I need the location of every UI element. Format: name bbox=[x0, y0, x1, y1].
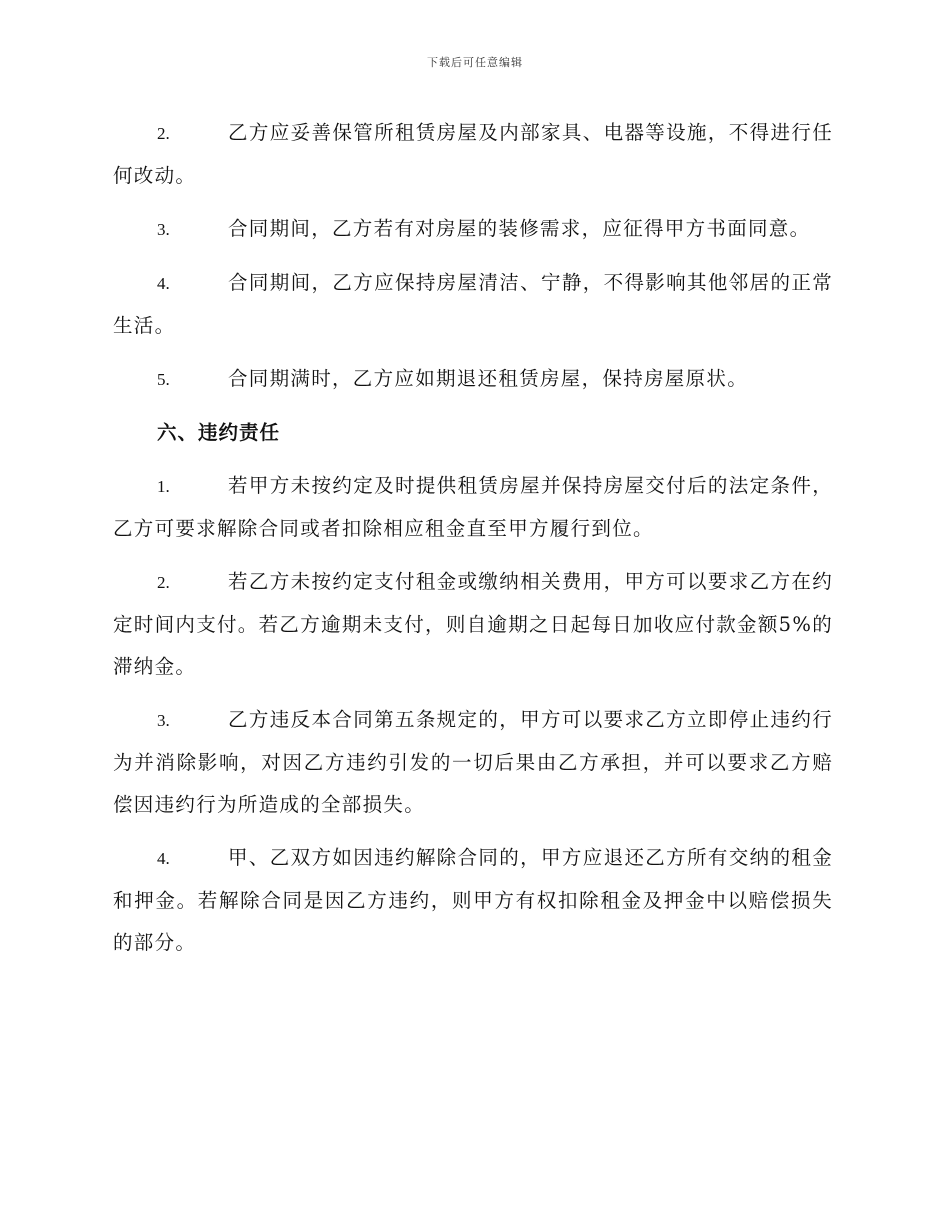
liability-clause-4 bbox=[113, 837, 833, 964]
clause-3 bbox=[113, 208, 833, 251]
liability-clause-2 bbox=[113, 561, 833, 688]
clause-number: 2. bbox=[157, 573, 170, 592]
clause-text: 乙方违反本合同第五条规定的，甲方可以要求乙方立即停止违约行为并消除影响，对因乙方违约引发的一切后果由乙方承担，并可以要求乙方赔偿因违约行为所造成的全部损失。 bbox=[113, 708, 833, 816]
liability-clause-1 bbox=[113, 465, 833, 550]
clause-number: 1. bbox=[157, 477, 170, 496]
clause-number: 3. bbox=[157, 220, 170, 239]
clause-number: 3. bbox=[157, 711, 170, 730]
clause-text: 合同期间，乙方应保持房屋清洁、宁静，不得影响其他邻居的正常生活。 bbox=[113, 271, 833, 337]
clause-4 bbox=[113, 262, 833, 347]
clause-text: 若甲方未按约定及时提供租赁房屋并保持房屋交付后的法定条件，乙方可要求解除合同或者扣除相应租金直至甲方履行到位。 bbox=[113, 474, 833, 540]
clause-text: 乙方应妥善保管所租赁房屋及内部家具、电器等设施，不得进行任何改动。 bbox=[113, 121, 833, 187]
clause-5 bbox=[113, 358, 833, 401]
clause-number: 5. bbox=[157, 370, 170, 389]
section-title: 六、违约责任 bbox=[157, 421, 281, 444]
clause-number: 2. bbox=[157, 124, 170, 143]
clause-number: 4. bbox=[157, 849, 170, 868]
clause-number: 4. bbox=[157, 274, 170, 293]
page-header: 下载后可任意编辑 bbox=[427, 56, 523, 69]
document-body bbox=[113, 112, 833, 975]
clause-text: 合同期满时，乙方应如期退还租赁房屋，保持房屋原状。 bbox=[228, 367, 749, 390]
clause-2 bbox=[113, 112, 833, 197]
clause-text: 甲、乙双方如因违约解除合同的，甲方应退还乙方所有交纳的租金和押金。若解除合同是因乙方违约，则甲方有权扣除租金及押金中以赔偿损失的部分。 bbox=[113, 846, 833, 954]
liability-clause-3 bbox=[113, 699, 833, 826]
clause-text: 若乙方未按约定支付租金或缴纳相关费用，甲方可以要求乙方在约定时间内支付。若乙方逾期未支付，则自逾期之日起每日加收应付款金额5%的滞纳金。 bbox=[113, 570, 833, 678]
clause-text: 合同期间，乙方若有对房屋的装修需求，应征得甲方书面同意。 bbox=[228, 217, 811, 240]
